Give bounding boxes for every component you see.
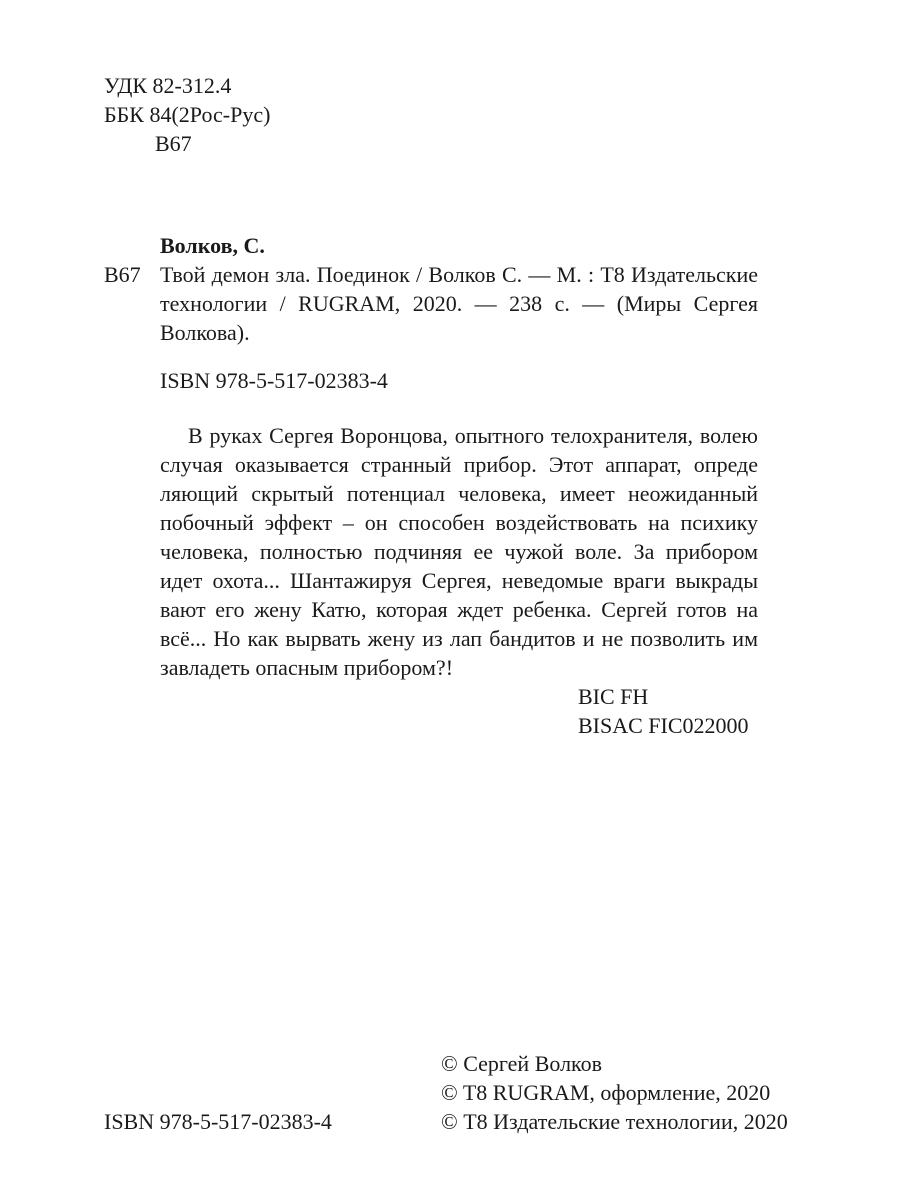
bib-desc-line: Волкова). bbox=[160, 320, 250, 345]
udk-label: УДК bbox=[104, 73, 148, 98]
bbk-line bbox=[104, 100, 270, 129]
bib-desc-line: технологии / RUGRAM, 2020. — 238 с. — (Миры Сергея bbox=[160, 291, 758, 316]
annotation-line: идет охота... Шантажируя Сергея, неведомые враги выкрады bbox=[160, 568, 758, 593]
annotation-line: человека, полностью подчиняя ее чужой воле. За прибором bbox=[160, 539, 758, 564]
bib-desc-line: Твой демон зла. Поединок / Волков С. — М. : Т8 Издательские bbox=[160, 262, 758, 287]
copyright-line: © T8 RUGRAM, оформление, 2020 bbox=[441, 1080, 771, 1105]
bibliographic-description bbox=[160, 260, 758, 347]
author-mark-side: В67 bbox=[104, 262, 141, 287]
annotation-paragraph bbox=[160, 421, 758, 682]
annotation-line: случая оказывается странный прибор. Этот аппарат, опреде bbox=[160, 452, 758, 477]
annotation-line: ляющий скрытый потенциал человека, имеет неожиданный bbox=[160, 481, 758, 506]
bbk-label: ББК bbox=[104, 102, 144, 127]
author-mark-top: В67 bbox=[155, 131, 192, 156]
copyright-line: © Сергей Волков bbox=[441, 1051, 603, 1076]
isbn-footer: ISBN 978-5-517-02383-4 bbox=[104, 1109, 332, 1134]
author-name: Волков, С. bbox=[160, 233, 265, 258]
annotation-line: всё... Но как вырвать жену из лап бандитов и не позволить им bbox=[160, 626, 758, 651]
bbk-value: 84(2Рос-Рус) bbox=[149, 102, 271, 127]
annotation-line: побочный эффект – он способен воздействовать на психику bbox=[160, 510, 758, 535]
bisac-code: BISAC FIC022000 bbox=[578, 713, 749, 738]
isbn-main: ISBN 978-5-517-02383-4 bbox=[160, 368, 388, 393]
annotation-line: вают его жену Катю, которая ждет ребенка. Сергей готов на bbox=[160, 597, 758, 622]
copyright-block bbox=[441, 1049, 788, 1136]
bic-code: BIC FH bbox=[578, 684, 649, 709]
annotation-line: завладеть опасным прибором?! bbox=[160, 655, 454, 680]
annotation-line: В руках Сергея Воронцова, опытного телохранителя, волею bbox=[188, 423, 758, 448]
udk-value: 82-312.4 bbox=[152, 73, 232, 98]
udk-line bbox=[104, 71, 231, 100]
copyright-line: © Т8 Издательские технологии, 2020 bbox=[441, 1109, 788, 1134]
